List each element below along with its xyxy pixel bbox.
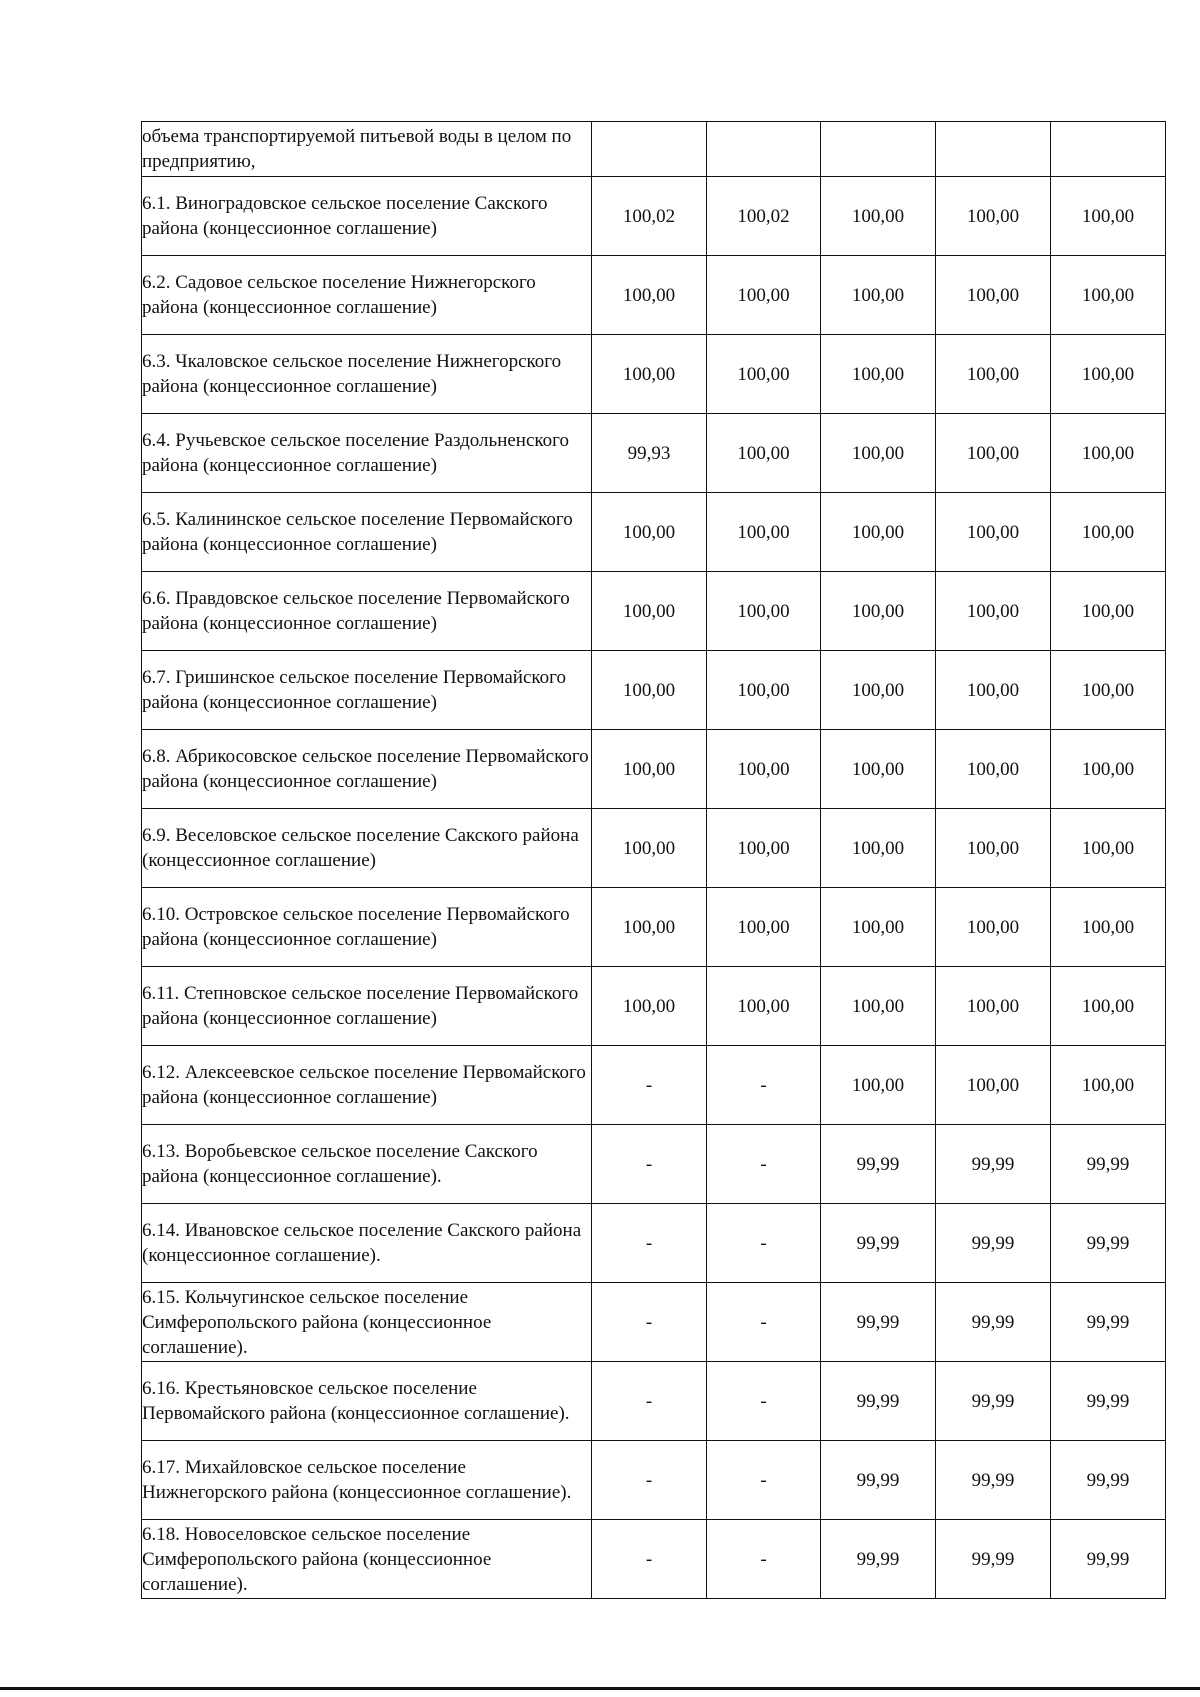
table-row xyxy=(142,809,1166,888)
table-row xyxy=(142,730,1166,809)
value-cell: 100,00 xyxy=(821,177,936,256)
value-cell: - xyxy=(707,1520,821,1599)
value-cell: 99,99 xyxy=(1051,1441,1166,1520)
value-cell: 99,99 xyxy=(821,1441,936,1520)
value-cell: 100,00 xyxy=(936,493,1051,572)
table-row xyxy=(142,1125,1166,1204)
value-cell: 99,99 xyxy=(936,1520,1051,1599)
value-cell: 100,00 xyxy=(592,967,707,1046)
indicators-table xyxy=(141,121,1166,1599)
row-label: 6.11. Степновское сельское поселение Первомайского района (концессионное соглашение) xyxy=(142,967,592,1046)
value-cell: 100,00 xyxy=(821,809,936,888)
row-label: объема транспортируемой питьевой воды в целом по предприятию, xyxy=(142,122,592,177)
value-cell xyxy=(821,122,936,177)
value-cell: 100,00 xyxy=(821,414,936,493)
table-row xyxy=(142,572,1166,651)
row-label: 6.18. Новоселовское сельское поселение Симферопольского района (концессионное соглашение). xyxy=(142,1520,592,1599)
value-cell: 100,00 xyxy=(592,730,707,809)
value-cell: 100,00 xyxy=(707,809,821,888)
value-cell: 100,00 xyxy=(821,651,936,730)
value-cell: 99,99 xyxy=(936,1283,1051,1362)
value-cell: 100,00 xyxy=(821,493,936,572)
value-cell xyxy=(1051,122,1166,177)
value-cell: 100,00 xyxy=(592,256,707,335)
value-cell: 99,99 xyxy=(936,1362,1051,1441)
value-cell: 100,00 xyxy=(707,493,821,572)
value-cell: 100,02 xyxy=(707,177,821,256)
value-cell: - xyxy=(592,1125,707,1204)
value-cell: 100,00 xyxy=(707,967,821,1046)
value-cell: 100,00 xyxy=(936,414,1051,493)
value-cell: 100,00 xyxy=(707,335,821,414)
value-cell: 100,00 xyxy=(936,572,1051,651)
row-label: 6.9. Веселовское сельское поселение Сакского района (концессионное соглашение) xyxy=(142,809,592,888)
table-row xyxy=(142,335,1166,414)
value-cell: - xyxy=(707,1362,821,1441)
value-cell: 100,00 xyxy=(936,651,1051,730)
value-cell: 100,00 xyxy=(1051,651,1166,730)
footer-rule xyxy=(0,1687,1200,1690)
row-label: 6.14. Ивановское сельское поселение Сакского района (концессионное соглашение). xyxy=(142,1204,592,1283)
value-cell: 99,99 xyxy=(1051,1125,1166,1204)
value-cell: - xyxy=(592,1283,707,1362)
value-cell: 100,00 xyxy=(707,730,821,809)
table-row xyxy=(142,177,1166,256)
row-label: 6.16. Крестьяновское сельское поселение Первомайского района (концессионное соглашение). xyxy=(142,1362,592,1441)
table-row xyxy=(142,1046,1166,1125)
value-cell: 100,00 xyxy=(936,1046,1051,1125)
row-label: 6.5. Калининское сельское поселение Первомайского района (концессионное соглашение) xyxy=(142,493,592,572)
table-row xyxy=(142,888,1166,967)
value-cell xyxy=(936,122,1051,177)
value-cell: 100,00 xyxy=(936,809,1051,888)
value-cell: - xyxy=(592,1046,707,1125)
row-label: 6.15. Кольчугинское сельское поселение Симферопольского района (концессионное соглашение). xyxy=(142,1283,592,1362)
value-cell: 100,00 xyxy=(936,335,1051,414)
value-cell: - xyxy=(707,1204,821,1283)
row-label: 6.13. Воробьевское сельское поселение Сакского района (концессионное соглашение). xyxy=(142,1125,592,1204)
value-cell: - xyxy=(592,1520,707,1599)
value-cell: 100,00 xyxy=(707,572,821,651)
table-row xyxy=(142,256,1166,335)
value-cell: 100,00 xyxy=(1051,809,1166,888)
table-row-header xyxy=(142,122,1166,177)
row-label: 6.2. Садовое сельское поселение Нижнегорского района (концессионное соглашение) xyxy=(142,256,592,335)
value-cell: 99,99 xyxy=(821,1283,936,1362)
table-row xyxy=(142,493,1166,572)
value-cell: 99,99 xyxy=(1051,1204,1166,1283)
table-row xyxy=(142,1441,1166,1520)
row-label: 6.7. Гришинское сельское поселение Первомайского района (концессионное соглашение) xyxy=(142,651,592,730)
value-cell: 99,99 xyxy=(936,1204,1051,1283)
value-cell: 99,99 xyxy=(1051,1283,1166,1362)
table-row xyxy=(142,1283,1166,1362)
value-cell: 100,00 xyxy=(936,256,1051,335)
value-cell: 100,02 xyxy=(592,177,707,256)
value-cell: 100,00 xyxy=(821,256,936,335)
value-cell: - xyxy=(707,1441,821,1520)
row-label: 6.6. Правдовское сельское поселение Первомайского района (концессионное соглашение) xyxy=(142,572,592,651)
value-cell: 99,99 xyxy=(821,1362,936,1441)
value-cell: 100,00 xyxy=(1051,256,1166,335)
row-label: 6.4. Ручьевское сельское поселение Раздольненского района (концессионное соглашение) xyxy=(142,414,592,493)
value-cell: 100,00 xyxy=(592,888,707,967)
value-cell: 100,00 xyxy=(1051,1046,1166,1125)
value-cell: - xyxy=(592,1362,707,1441)
value-cell: 100,00 xyxy=(1051,967,1166,1046)
value-cell xyxy=(592,122,707,177)
value-cell: 100,00 xyxy=(936,177,1051,256)
table-row xyxy=(142,414,1166,493)
value-cell: 100,00 xyxy=(592,572,707,651)
row-label: 6.1. Виноградовское сельское поселение Сакского района (концессионное соглашение) xyxy=(142,177,592,256)
value-cell: 100,00 xyxy=(821,572,936,651)
value-cell: 99,99 xyxy=(821,1204,936,1283)
value-cell: 100,00 xyxy=(707,651,821,730)
value-cell: 100,00 xyxy=(1051,414,1166,493)
value-cell: 99,99 xyxy=(936,1441,1051,1520)
value-cell: 100,00 xyxy=(1051,177,1166,256)
value-cell: 99,99 xyxy=(936,1125,1051,1204)
row-label: 6.8. Абрикосовское сельское поселение Первомайского района (концессионное соглашение) xyxy=(142,730,592,809)
value-cell: 100,00 xyxy=(821,967,936,1046)
value-cell: 100,00 xyxy=(592,493,707,572)
value-cell: 100,00 xyxy=(1051,888,1166,967)
value-cell: - xyxy=(592,1204,707,1283)
value-cell: 100,00 xyxy=(821,1046,936,1125)
value-cell: 100,00 xyxy=(821,888,936,967)
table-row xyxy=(142,1520,1166,1599)
value-cell: 100,00 xyxy=(936,730,1051,809)
value-cell: 100,00 xyxy=(821,730,936,809)
value-cell: 100,00 xyxy=(1051,572,1166,651)
value-cell: - xyxy=(707,1125,821,1204)
table-row xyxy=(142,1362,1166,1441)
value-cell: 99,99 xyxy=(821,1520,936,1599)
value-cell: 100,00 xyxy=(1051,493,1166,572)
table-row xyxy=(142,1204,1166,1283)
row-label: 6.10. Островское сельское поселение Первомайского района (концессионное соглашение) xyxy=(142,888,592,967)
value-cell: 100,00 xyxy=(936,888,1051,967)
value-cell: 99,99 xyxy=(821,1125,936,1204)
value-cell: 100,00 xyxy=(821,335,936,414)
value-cell: 100,00 xyxy=(592,335,707,414)
table-row xyxy=(142,651,1166,730)
value-cell: 99,93 xyxy=(592,414,707,493)
value-cell: 100,00 xyxy=(707,414,821,493)
value-cell: 100,00 xyxy=(592,651,707,730)
value-cell: - xyxy=(592,1441,707,1520)
value-cell: - xyxy=(707,1283,821,1362)
value-cell: 100,00 xyxy=(1051,335,1166,414)
value-cell: 99,99 xyxy=(1051,1362,1166,1441)
value-cell: - xyxy=(707,1046,821,1125)
value-cell xyxy=(707,122,821,177)
value-cell: 99,99 xyxy=(1051,1520,1166,1599)
row-label: 6.3. Чкаловское сельское поселение Нижнегорского района (концессионное соглашение) xyxy=(142,335,592,414)
table-row xyxy=(142,967,1166,1046)
row-label: 6.12. Алексеевское сельское поселение Первомайского района (концессионное соглашение) xyxy=(142,1046,592,1125)
value-cell: 100,00 xyxy=(1051,730,1166,809)
value-cell: 100,00 xyxy=(707,888,821,967)
value-cell: 100,00 xyxy=(707,256,821,335)
row-label: 6.17. Михайловское сельское поселение Нижнегорского района (концессионное соглашение). xyxy=(142,1441,592,1520)
value-cell: 100,00 xyxy=(936,967,1051,1046)
value-cell: 100,00 xyxy=(592,809,707,888)
